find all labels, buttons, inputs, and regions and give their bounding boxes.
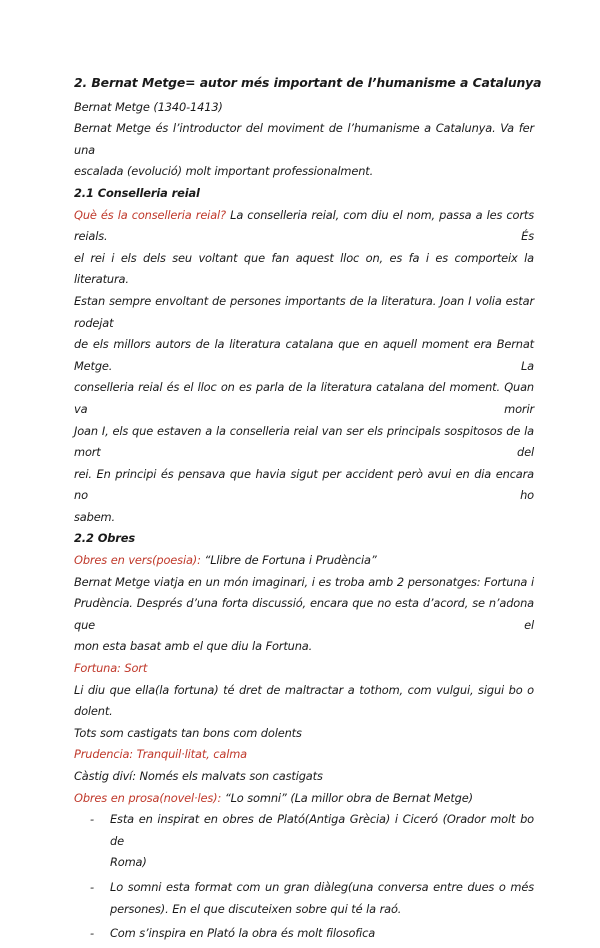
- list-item-line-1: Com s’inspira en Plató la obra és molt filosofica: [110, 926, 376, 941]
- fortuna-label: Fortuna: Sort: [74, 661, 148, 676]
- conselleria-line-5: conselleria reial és el lloc on es parla de la literatura catalana del moment. Quan va morir: [74, 380, 534, 416]
- bullet-dash: -: [90, 879, 94, 894]
- bullet-dash: -: [90, 812, 94, 827]
- prudencia-label: Prudencia: Tranquil·litat, calma: [74, 747, 248, 762]
- page-heading: 2. Bernat Metge= autor més important de l’humanisme a Catalunya: [74, 75, 542, 90]
- list-item: [74, 809, 534, 874]
- list-item-line-2: persones). En el que discuteixen sobre qui té la raó.: [110, 901, 402, 916]
- castig-line: Càstig diví: Només els malvats son castigats: [74, 769, 323, 783]
- conselleria-line-6: Joan I, els que estaven a la conselleria reial van ser els principals sospitosos de la mort del: [74, 423, 534, 460]
- bullet-dash: -: [90, 926, 94, 941]
- document-page: [74, 72, 542, 948]
- author-line: Bernat Metge (1340-1413): [74, 99, 223, 114]
- fortuna-line-2: Tots som castigats tan bons com dolents: [74, 725, 302, 740]
- verse-heading: [74, 550, 534, 572]
- conselleria-question: Què és la conselleria reial?: [74, 207, 226, 222]
- prose-label: Obres en prosa(novel·les):: [74, 790, 222, 805]
- verse-line-1: Bernat Metge viatja en un món imaginari, i es troba amb 2 personatges: Fortuna i: [74, 574, 534, 589]
- list-item: [74, 877, 534, 920]
- conselleria-line-2: el rei i els dels seu voltant que fan aquest lloc on, es fa i es comporteix la literatura.: [74, 250, 534, 287]
- section-title-conselleria: 2.1 Conselleria reial: [74, 185, 200, 200]
- prose-heading: [74, 788, 534, 810]
- conselleria-line-1-text: La conselleria reial, com diu el nom, passa a les corts reials. És: [74, 207, 534, 244]
- conselleria-line-3: Estan sempre envoltant de persones importants de la literatura. Joan I volia estar rodejat: [74, 293, 534, 330]
- verse-label: Obres en vers(poesia):: [74, 553, 201, 568]
- intro-line-1: Bernat Metge és l’introductor del moviment de l’humanisme a Catalunya. Va fer una: [74, 121, 534, 157]
- conselleria-line-7: rei. En principi és pensava que havia sigut per accident però avui en dia encara no ho: [74, 466, 534, 503]
- prose-bullet-list: [74, 809, 534, 945]
- conselleria-line-8: sabem.: [74, 509, 115, 524]
- verse-line-2: Prudència. Després d’una forta discussió, encara que no esta d’acord, se n’adona que el: [74, 596, 534, 632]
- fortuna-line-1: Li diu que ella(la fortuna) té dret de maltractar a tothom, com vulgui, sigui bo o dolent.: [74, 682, 534, 719]
- intro-line-2: escalada (evolució) molt important professionalment.: [74, 164, 374, 179]
- prose-work-title: “Lo somni” (La millor obra de Bernat Metge): [221, 790, 473, 805]
- verse-work-title: “Llibre de Fortuna i Prudència”: [200, 553, 377, 568]
- list-item-line-1: Esta en inspirat en obres de Plató(Antiga Grècia) i Ciceró (Orador molt bo de: [110, 812, 534, 848]
- conselleria-line-4: de els millors autors de la literatura catalana que en aquell moment era Bernat Metge. La: [74, 337, 534, 373]
- conselleria-line-1: [74, 205, 534, 248]
- list-item-line-1: Lo somni esta format com un gran diàleg(una conversa entre dues o més: [110, 879, 534, 894]
- list-item: [74, 923, 534, 945]
- list-item-line-2: Roma): [110, 855, 147, 870]
- verse-line-3: mon esta basat amb el que diu la Fortuna.: [74, 639, 313, 654]
- section-title-obres: 2.2 Obres: [74, 531, 135, 546]
